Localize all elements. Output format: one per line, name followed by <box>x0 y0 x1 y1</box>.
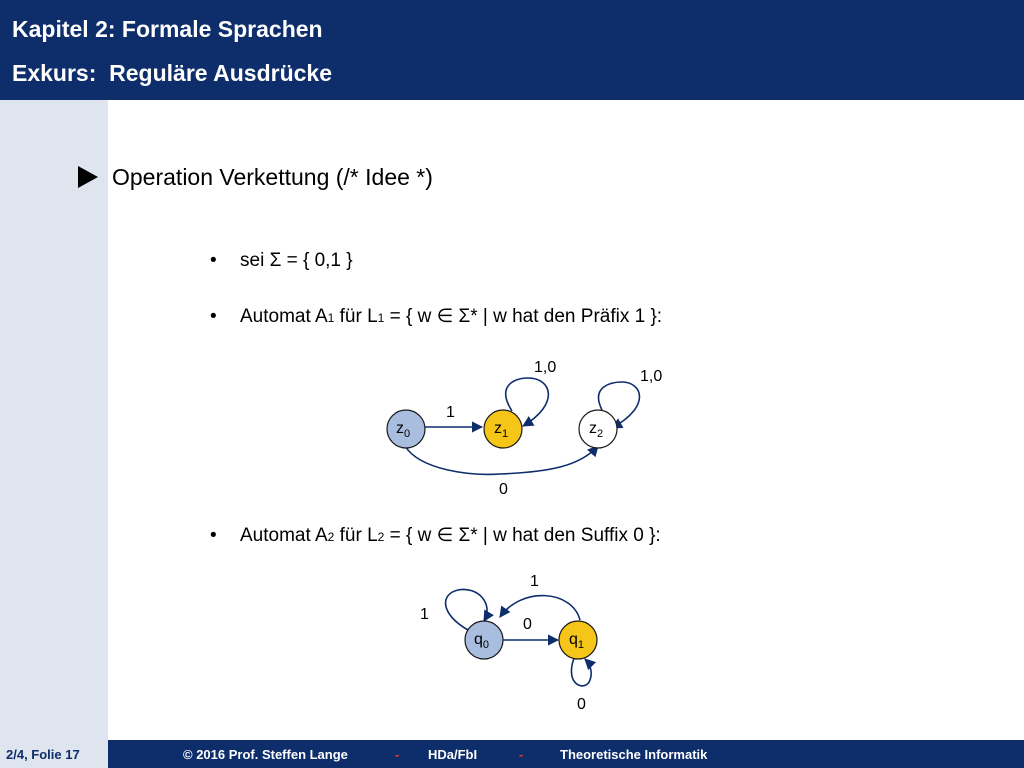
edge-z0-z2 <box>405 446 598 474</box>
label-q0-loop: 1 <box>420 606 429 623</box>
bullet-text-part: = { w ∈ Σ* | w hat den Suffix 0 }: <box>384 525 661 546</box>
bullet-dot-icon: • <box>210 250 217 271</box>
label-z1-loop: 1,0 <box>534 359 557 376</box>
label-q0-q1: 0 <box>523 616 532 633</box>
bullet-text-part: für L <box>334 525 378 546</box>
bullet-dot-icon: • <box>210 306 217 327</box>
bullet-text-part: Automat A <box>240 525 328 546</box>
label-z2-loop: 1,0 <box>640 368 663 385</box>
section-title: Exkurs: Reguläre Ausdrücke <box>12 60 332 86</box>
bullet-text-part: = { w ∈ Σ* | w hat den Präfix 1 }: <box>384 306 663 327</box>
edge-q1-q0 <box>500 596 580 620</box>
state-z2-label: $z_2$ <box>589 420 604 440</box>
footer-org: HDa/FbI <box>428 747 478 762</box>
label-z0-z1: 1 <box>446 404 455 421</box>
state-z1-label: $z_1$ <box>494 420 509 440</box>
loop-q1 <box>571 658 591 686</box>
subscript: 1 <box>377 311 385 325</box>
label-z0-z2: 0 <box>499 481 508 498</box>
label-q1-q0: 1 <box>530 573 539 590</box>
footer-bar <box>108 740 1024 768</box>
heading-text: Operation Verkettung (/* Idee *) <box>112 163 433 190</box>
footer-separator: - <box>519 747 524 762</box>
state-q1-label: $q_1$ <box>569 631 585 651</box>
subscript: 2 <box>377 530 385 544</box>
state-q0-label: $q_0$ <box>474 631 490 651</box>
footer-separator: - <box>395 747 400 762</box>
bullet-dot-icon: • <box>210 525 217 546</box>
automaton-a1 <box>387 359 662 498</box>
footer-course: Theoretische Informatik <box>560 747 708 762</box>
footer-slide-area <box>0 740 108 768</box>
slide-footer <box>0 740 1024 768</box>
state-z0-label: $z_0$ <box>396 420 411 440</box>
bullet-text-part: für L <box>334 306 378 327</box>
automaton-a2 <box>420 573 597 713</box>
label-q1-loop: 0 <box>577 696 586 713</box>
slide-number: 2/4, Folie 17 <box>6 747 80 762</box>
chapter-title: Kapitel 2: Formale Sprachen <box>12 16 323 42</box>
bullet-text-part: Automat A <box>240 306 328 327</box>
footer-copyright: © 2016 Prof. Steffen Lange <box>183 747 348 762</box>
subscript: 2 <box>327 530 335 544</box>
bullet-text: sei Σ = { 0,1 } <box>240 250 353 271</box>
subscript: 1 <box>327 311 335 325</box>
